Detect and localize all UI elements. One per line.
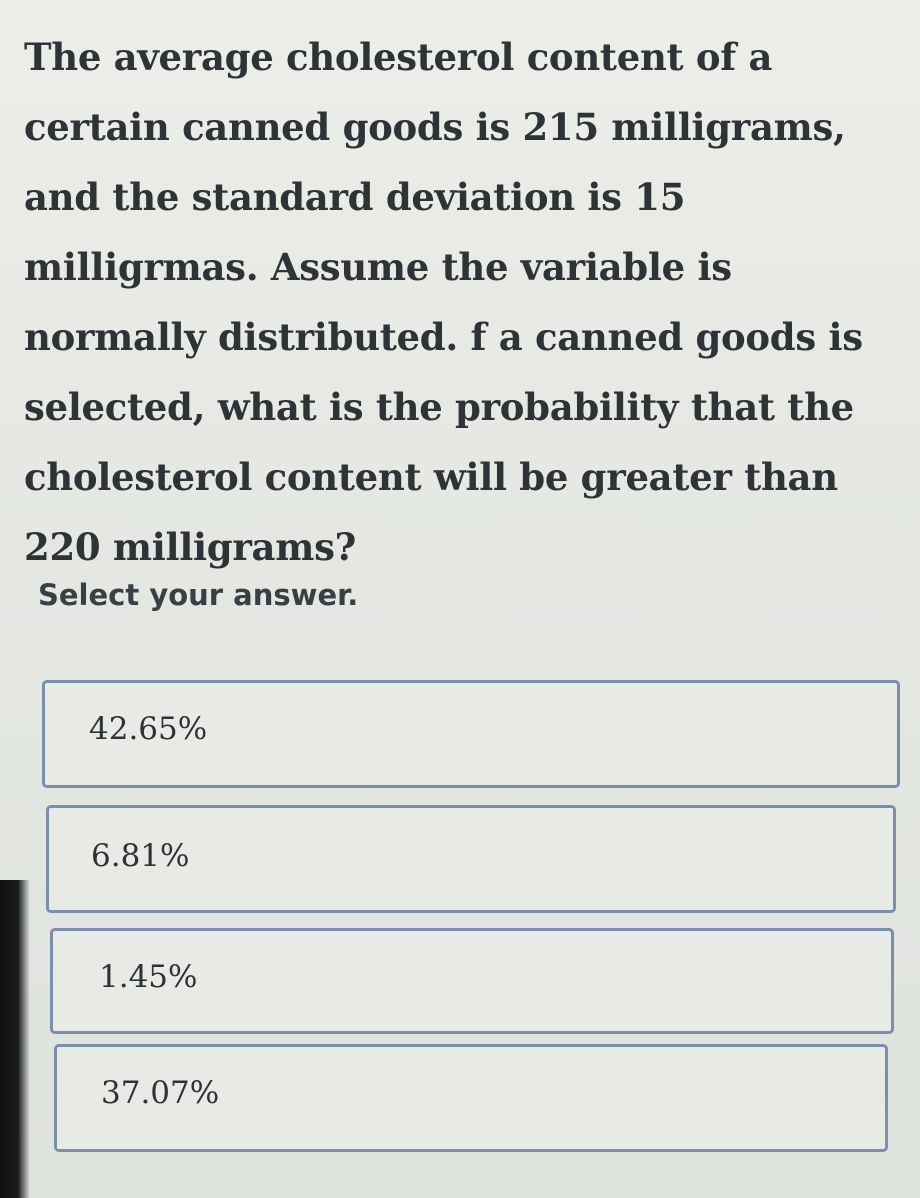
answer-option[interactable] bbox=[46, 805, 896, 913]
device-bezel-edge bbox=[0, 880, 30, 1198]
answer-option[interactable] bbox=[42, 680, 900, 788]
answer-option-label: 42.65% bbox=[89, 711, 208, 747]
answer-option-label: 1.45% bbox=[99, 959, 198, 995]
answer-option-label: 6.81% bbox=[91, 838, 190, 874]
answer-prompt: Select your answer. bbox=[38, 578, 359, 612]
answer-option[interactable] bbox=[50, 928, 894, 1034]
question-text: The average cholesterol content of a certain canned goods is 215 milligrams, and the standard deviation is 15 milligrmas. Assume the variable is normally distributed. f a canned goods is selected, what is the probability that the cholesterol content will be greater than 220 milligrams? bbox=[24, 35, 863, 569]
answer-option[interactable] bbox=[54, 1044, 888, 1152]
answer-option-label: 37.07% bbox=[101, 1075, 220, 1111]
